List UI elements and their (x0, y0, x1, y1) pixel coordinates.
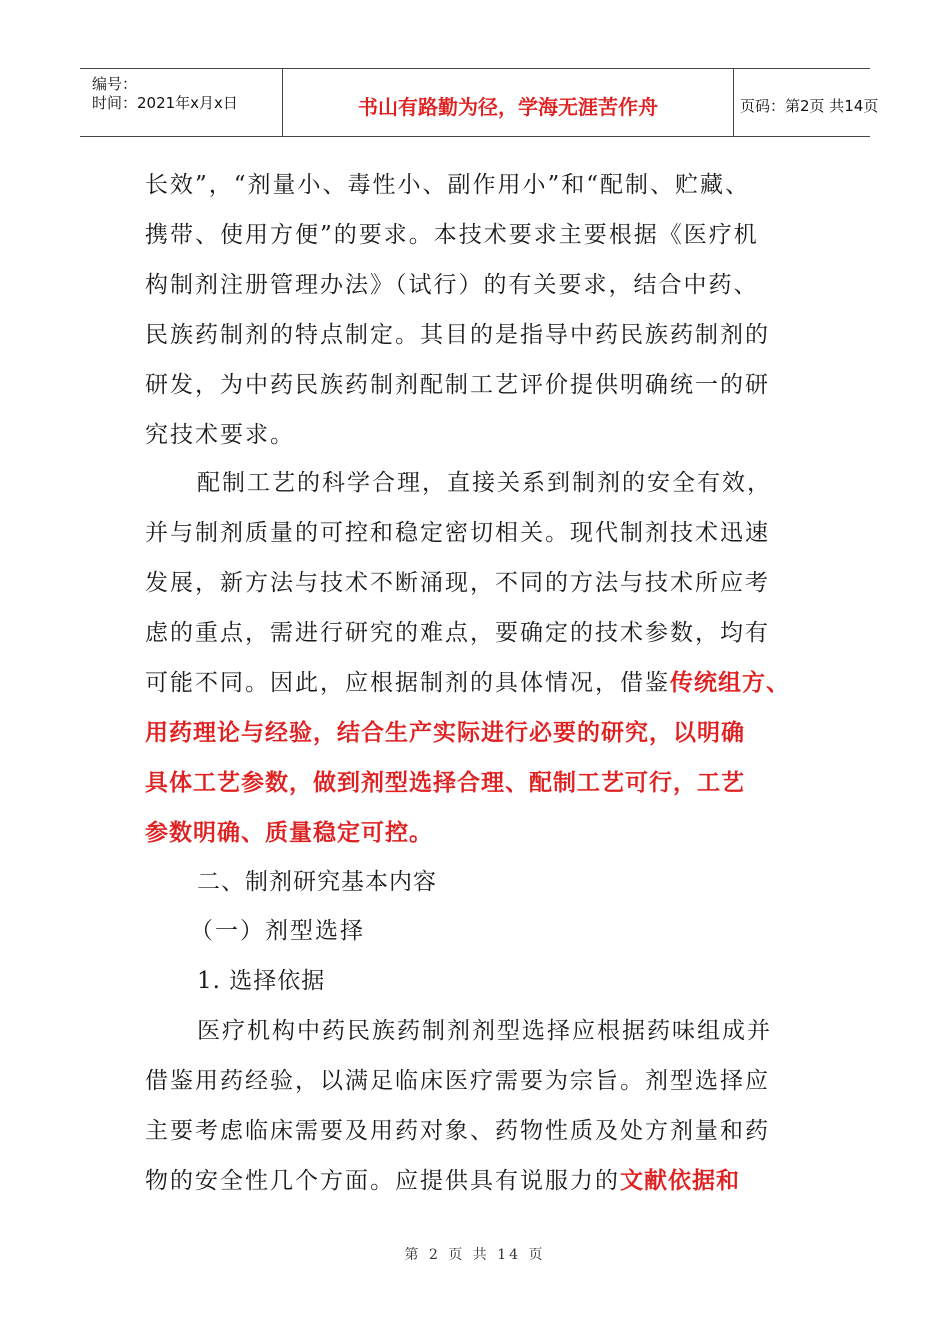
motto-text: 书山有路勤为径，学海无涯苦作舟 (358, 95, 658, 119)
section-heading: 二、制剂研究基本内容 (197, 869, 437, 895)
body-line-2: 携带、使用方便”的要求。本技术要求主要根据《医疗机 (145, 222, 759, 248)
body-line-1: 长效”，“剂量小、毒性小、副作用小”和“配制、贮藏、 (145, 172, 751, 198)
header-motto-cell (282, 69, 734, 136)
document-number-label: 编号： (92, 75, 138, 93)
body-line-9: 发展，新方法与技术不断涌现，不同的方法与技术所应考 (145, 570, 770, 596)
header-page-cell (732, 69, 879, 136)
sub-subsection-heading: 1. 选择依据 (197, 968, 326, 994)
subsection-heading: （一）剂型选择 (190, 918, 365, 944)
body-line-20: 主要考虑临床需要及用药对象、药物性质及处方剂量和药 (145, 1118, 770, 1144)
body-line-3: 构制剂注册管理办法》（试行）的有关要求，结合中药、 (145, 272, 759, 298)
body-line-21-highlight: 文献依据和 (620, 1168, 740, 1194)
page-code-label: 页码：第2页 共14页 (740, 97, 879, 115)
body-line-18: 医疗机构中药民族药制剂剂型选择应根据药味组成并 (197, 1018, 772, 1044)
body-line-5: 研发，为中药民族药制剂配制工艺评价提供明确统一的研 (145, 372, 770, 398)
body-line-8: 并与制剂质量的可控和稳定密切相关。现代制剂技术迅速 (145, 520, 770, 546)
body-line-11-highlight: 传统组方、 (670, 670, 790, 696)
header-table (80, 68, 879, 137)
body-line-11-normal: 可能不同。因此，应根据制剂的具体情况，借鉴 (145, 670, 670, 696)
document-time-label: 时间：2021年x月x日 (92, 94, 238, 112)
body-line-11 (145, 668, 790, 698)
body-line-21-normal: 物的安全性几个方面。应提供具有说服力的 (145, 1168, 620, 1194)
body-line-21 (145, 1166, 740, 1196)
body-line-7: 配制工艺的科学合理，直接关系到制剂的安全有效， (197, 470, 772, 496)
body-line-4: 民族药制剂的特点制定。其目的是指导中药民族药制剂的 (145, 322, 770, 348)
body-line-14-highlight: 参数明确、质量稳定可控。 (145, 820, 433, 846)
header-info-cell (80, 69, 282, 136)
body-line-10: 虑的重点，需进行研究的难点，要确定的技术参数，均有 (145, 620, 770, 646)
body-line-13-highlight: 具体工艺参数，做到剂型选择合理、配制工艺可行，工艺 (145, 770, 745, 796)
body-line-6: 究技术要求。 (145, 422, 295, 448)
page-footer: 第 2 页 共 14 页 (404, 1247, 546, 1263)
body-line-19: 借鉴用药经验，以满足临床医疗需要为宗旨。剂型选择应 (145, 1068, 770, 1094)
body-line-12-highlight: 用药理论与经验，结合生产实际进行必要的研究，以明确 (145, 720, 745, 746)
